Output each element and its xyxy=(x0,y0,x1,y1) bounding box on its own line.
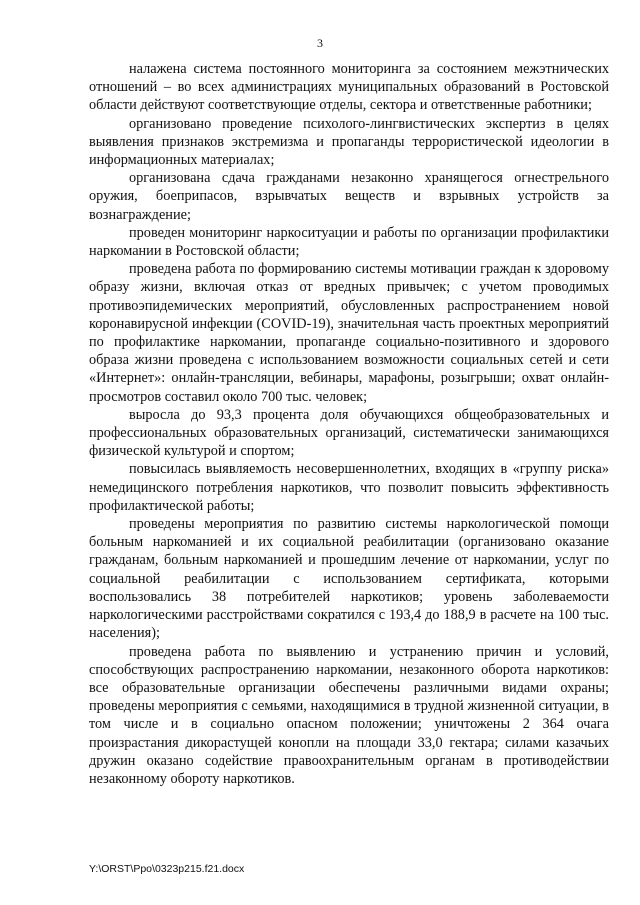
paragraph: повысилась выявляемость несовершеннолетних, входящих в «группу риска» немедицинского потребления наркотиков, что позволит повысить эффективность профилактической работы; xyxy=(89,461,609,514)
file-path-footer: Y:\ORST\Ppo\0323p215.f21.docx xyxy=(89,863,245,875)
paragraph: проведена работа по формированию системы мотивации граждан к здоровому образу жизни, включая отказ от вредных привычек; с учетом проводимых противоэпидемических мероприятий, обусловленных распространением новой коронавирусной инфекции (COVID-19), значительная часть проектных мероприятий по профилактике наркомании, пропаганде социально-позитивного и здорового образа жизни проведена с использованием возможности социальных сетей и сети «Интернет»: онлайн-трансляции, вебинары, марафоны, розыгрыши; охват онлайн-просмотров составил около 700 тыс. человек; xyxy=(89,261,609,405)
page-number: 3 xyxy=(317,36,323,50)
paragraph: проведена работа по выявлению и устранению причин и условий, способствующих распространению наркомании, незаконного оборота наркотиков: все образовательные организации обеспечены различными видами охраны; проведены мероприятия с семьями, находящимися в трудной жизненной ситуации, в том числе и в социально опасном положении; уничтожены 2 364 очага произрастания дикорастущей конопли на площади 33,0 гектара; силами казачьих дружин оказано содействие правоохранительным органам в противодействии незаконному обороту наркотиков. xyxy=(89,643,609,787)
paragraph: проведен мониторинг наркоситуации и работы по организации профилактики наркомании в Ростовской области; xyxy=(89,224,609,260)
paragraph: организовано проведение психолого-лингвистических экспертиз в целях выявления признаков экстремизма и пропаганды террористической идеологии в информационных материалах; xyxy=(89,115,609,169)
paragraph: налажена система постоянного мониторинга за состоянием межэтнических отношений – во всех администрациях муниципальных образований в Ростовской области действуют соответствующие отделы, сектора и ответственные работники; xyxy=(89,61,609,114)
paragraph: выросла до 93,3 процента доля обучающихся общеобразовательных и профессиональных образовательных организаций, систематически занимающихся физической культурой и спортом; xyxy=(89,406,609,460)
document-body xyxy=(89,60,609,788)
paragraph: организована сдача гражданами незаконно хранящегося огнестрельного оружия, боеприпасов, взрывчатых веществ и взрывных устройств за вознаграждение; xyxy=(89,170,609,223)
paragraph: проведены мероприятия по развитию системы наркологической помощи больным наркоманией и их социальной реабилитации (организовано оказание гражданам, больным наркоманией и прошедшим лечение от наркомании, услуг по социальной реабилитации с использованием сертификата, которыми воспользовались 38 потребителей наркотиков; уровень заболеваемости наркологическими расстройствами сократился с 193,4 до 188,9 в расчете на 100 тыс. населения); xyxy=(89,516,609,642)
